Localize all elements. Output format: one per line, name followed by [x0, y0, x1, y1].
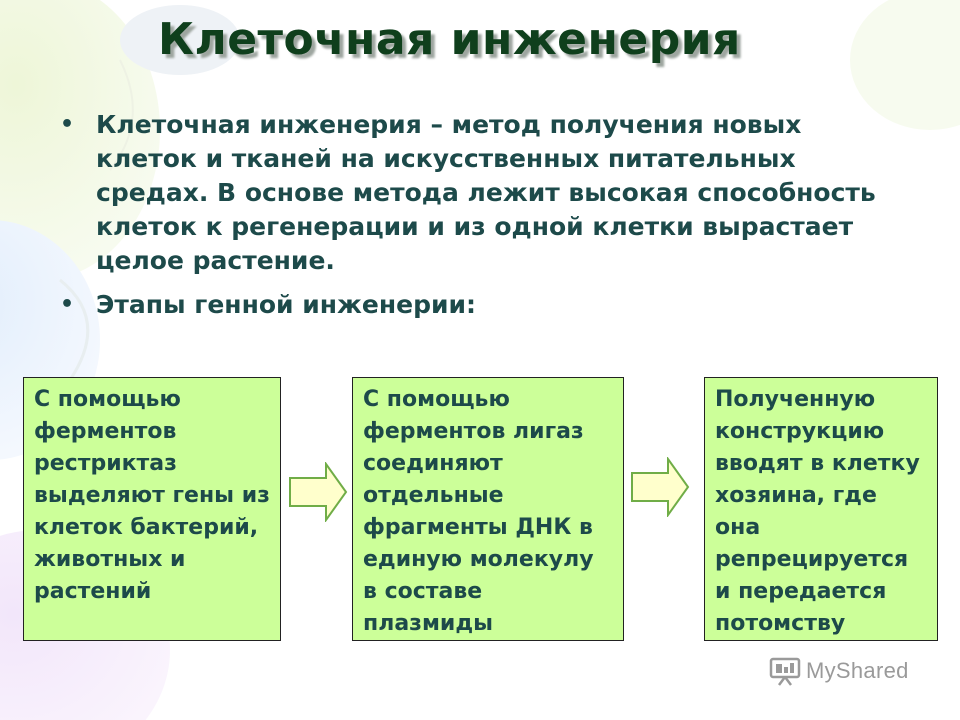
step-box-2: С помощью ферментов лигаз соединяют отдельные фрагменты ДНК в единую молекулу в составе плазмиды: [352, 377, 624, 641]
bullet-text: Этапы генной инженерии:: [96, 290, 477, 319]
watermark: [768, 656, 909, 686]
slide-title: Клеточная инженерия: [158, 14, 741, 65]
presentation-icon: [768, 656, 802, 686]
bullet-dot-icon: •: [60, 292, 75, 317]
bullet-stages: [60, 288, 880, 322]
bullet-text: Клеточная инженерия – метод получения новых клеток и тканей на искусственных питательных средах. В основе метода лежит высокая способность клеток к регенерации и из одной клетки вырастает целое растение.: [96, 110, 876, 275]
bullet-list: [60, 108, 880, 322]
right-arrow-icon: [288, 462, 348, 522]
bullet-dot-icon: •: [60, 112, 75, 137]
bullet-definition: [60, 108, 880, 278]
watermark-text: MyShared: [806, 658, 909, 683]
step-box-1: С помощью ферментов рестриктаз выделяют гены из клеток бактерий, животных и растений: [23, 377, 281, 641]
right-arrow-icon: [630, 457, 690, 517]
step-box-3: Полученную конструкцию вводят в клетку хозяина, где она репрецируется и передается потомству: [704, 377, 938, 641]
